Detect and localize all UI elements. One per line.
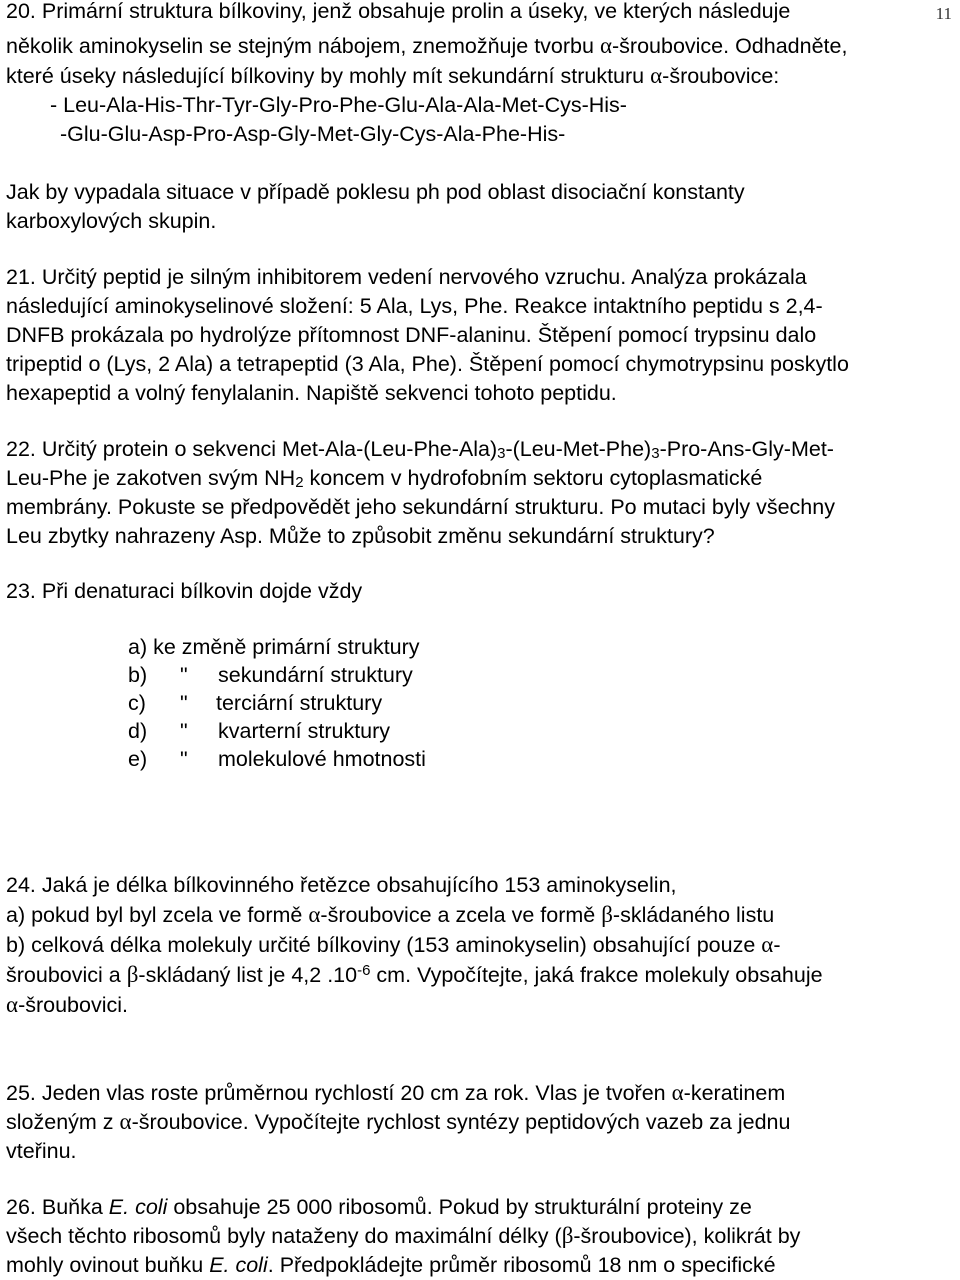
q24-line-1: 24. Jaká je délka bílkovinného řetězce obsahujícího 153 aminokyselin,: [6, 873, 677, 897]
alpha-symbol: α: [650, 63, 663, 88]
subscript: 2: [295, 474, 304, 491]
q20-line-3: které úseky následující bílkoviny by mohly mít sekundární strukturu α-šroubovice:: [6, 63, 780, 88]
alpha-symbol: α: [6, 992, 19, 1017]
q20-line-6: Jak by vypadala situace v případě poklesu ph pod oblast disociační konstanty: [6, 180, 745, 204]
q23-option-d-label: d): [128, 719, 148, 743]
q26-line-1: 26. Buňka E. coli obsahuje 25 000 ribosomů. Pokud by strukturální proteiny ze: [6, 1195, 752, 1219]
alpha-symbol: α: [119, 1109, 132, 1134]
alpha-symbol: α: [671, 1080, 684, 1105]
q20-sequence-line-1: - Leu-Ala-His-Thr-Tyr-Gly-Pro-Phe-Glu-Ala-Ala-Met-Cys-His-: [50, 93, 627, 117]
q21-line-5: hexapeptid a volný fenylalanin. Napiště sekvenci tohoto peptidu.: [6, 381, 617, 405]
q20-sequence-line-2: -Glu-Glu-Asp-Pro-Asp-Gly-Met-Gly-Cys-Ala-Phe-His-: [60, 122, 566, 146]
q23-option-d-ditto: ": [180, 719, 188, 743]
q23-option-e-ditto: ": [180, 747, 188, 771]
q20-line-1: 20. Primární struktura bílkoviny, jenž obsahuje prolin a úseky, ve kterých následuje: [6, 0, 791, 23]
q23-option-e-text: molekulové hmotnosti: [218, 747, 426, 771]
alpha-symbol: α: [599, 33, 612, 58]
q22-line-4: Leu zbytky nahrazeny Asp. Může to způsobit změnu sekundární struktury?: [6, 524, 715, 548]
subscript: 3: [497, 445, 506, 462]
beta-symbol: β: [126, 962, 139, 987]
superscript: -6: [357, 962, 371, 979]
q23-option-c-text: terciární struktury: [216, 691, 383, 715]
italic-organism-name: E. coli: [108, 1195, 168, 1219]
q23-option-c-ditto: ": [180, 691, 188, 715]
q24-line-3: b) celková délka molekuly určité bílkoviny (153 aminokyselin) obsahující pouze α-: [6, 932, 781, 957]
q22-line-2: Leu-Phe je zakotven svým $NH_2$ koncem v hydrofobním sektoru cytoplasmatické: [6, 466, 763, 491]
q23-line-1: 23. Při denaturaci bílkovin dojde vždy: [6, 579, 363, 603]
q22-line-3: membrány. Pokuste se předpovědět jeho sekundární strukturu. Po mutaci byly všechny: [6, 495, 835, 519]
q20-line-7: karboxylových skupin.: [6, 209, 217, 233]
alpha-symbol: α: [761, 932, 774, 957]
page-number: 11: [935, 4, 952, 23]
q26-line-2: všech těchto ribosomů byly nataženy do maximální délky (β-šroubovice), kolikrát by: [6, 1223, 801, 1248]
subscript: 3: [651, 445, 660, 462]
q23-option-e-label: e): [128, 747, 148, 771]
italic-organism-name: E. coli: [209, 1253, 268, 1277]
q21-line-4: tripeptid o (Lys, 2 Ala) a tetrapeptid (3 Ala, Phe). Štěpení pomocí chymotrypsinu poskytlo: [6, 352, 849, 376]
q23-option-b-label: b): [128, 663, 148, 687]
q25-line-1: 25. Jeden vlas roste průměrnou rychlostí 20 cm za rok. Vlas je tvořen α-keratinem: [6, 1080, 786, 1105]
q23-option-b-text: sekundární struktury: [218, 663, 413, 687]
q25-line-3: vteřinu.: [6, 1139, 77, 1163]
q20-line-2: několik aminokyselin se stejným nábojem, znemožňuje tvorbu α-šroubovice. Odhadněte,: [6, 33, 848, 58]
q23-option-b-ditto: ": [180, 663, 188, 687]
q25-line-2: složeným z α-šroubovice. Vypočítejte rychlost syntézy peptidových vazeb za jednu: [6, 1109, 791, 1134]
q24-line-2: a) pokud byl byl zcela ve formě α-šroubovice a zcela ve formě β-skládaného listu: [6, 902, 775, 927]
alpha-symbol: α: [308, 902, 321, 927]
beta-symbol: β: [561, 1223, 574, 1248]
q21-line-2: následující aminokyselinové složení: 5 Ala, Lys, Phe. Reakce intaktního peptidu s 2,4-: [6, 294, 823, 318]
q23-option-d-text: kvarterní struktury: [218, 719, 391, 743]
q21-line-3: DNFB prokázala po hydrolýze přítomnost DNF-alaninu. Štěpení pomocí trypsinu dalo: [6, 323, 817, 347]
q24-line-5: α-šroubovici.: [6, 992, 128, 1017]
q23-option-c-label: c): [128, 691, 146, 715]
q22-line-1: 22. Určitý protein o sekvenci Met-$Ala-(Leu-Phe-Ala)_3-(Leu-Met-Phe)_3-Pro-Ans-Gly-Met-$: [6, 437, 834, 462]
beta-symbol: β: [601, 902, 613, 927]
q23-option-a: a) ke změně primární struktury: [128, 635, 420, 659]
q21-line-1: 21. Určitý peptid je silným inhibitorem vedení nervového vzruchu. Analýza prokázala: [6, 265, 807, 289]
q24-line-4: šroubovici a β-skládaný list je 4,2 $.10^{-6}$ cm. Vypočítejte, jaká frakce molekuly obsahuje: [6, 962, 823, 987]
q26-line-3: mohly ovinout buňku E. coli. Předpokládejte průměr ribosomů 18 nm o specifické: [6, 1253, 776, 1277]
